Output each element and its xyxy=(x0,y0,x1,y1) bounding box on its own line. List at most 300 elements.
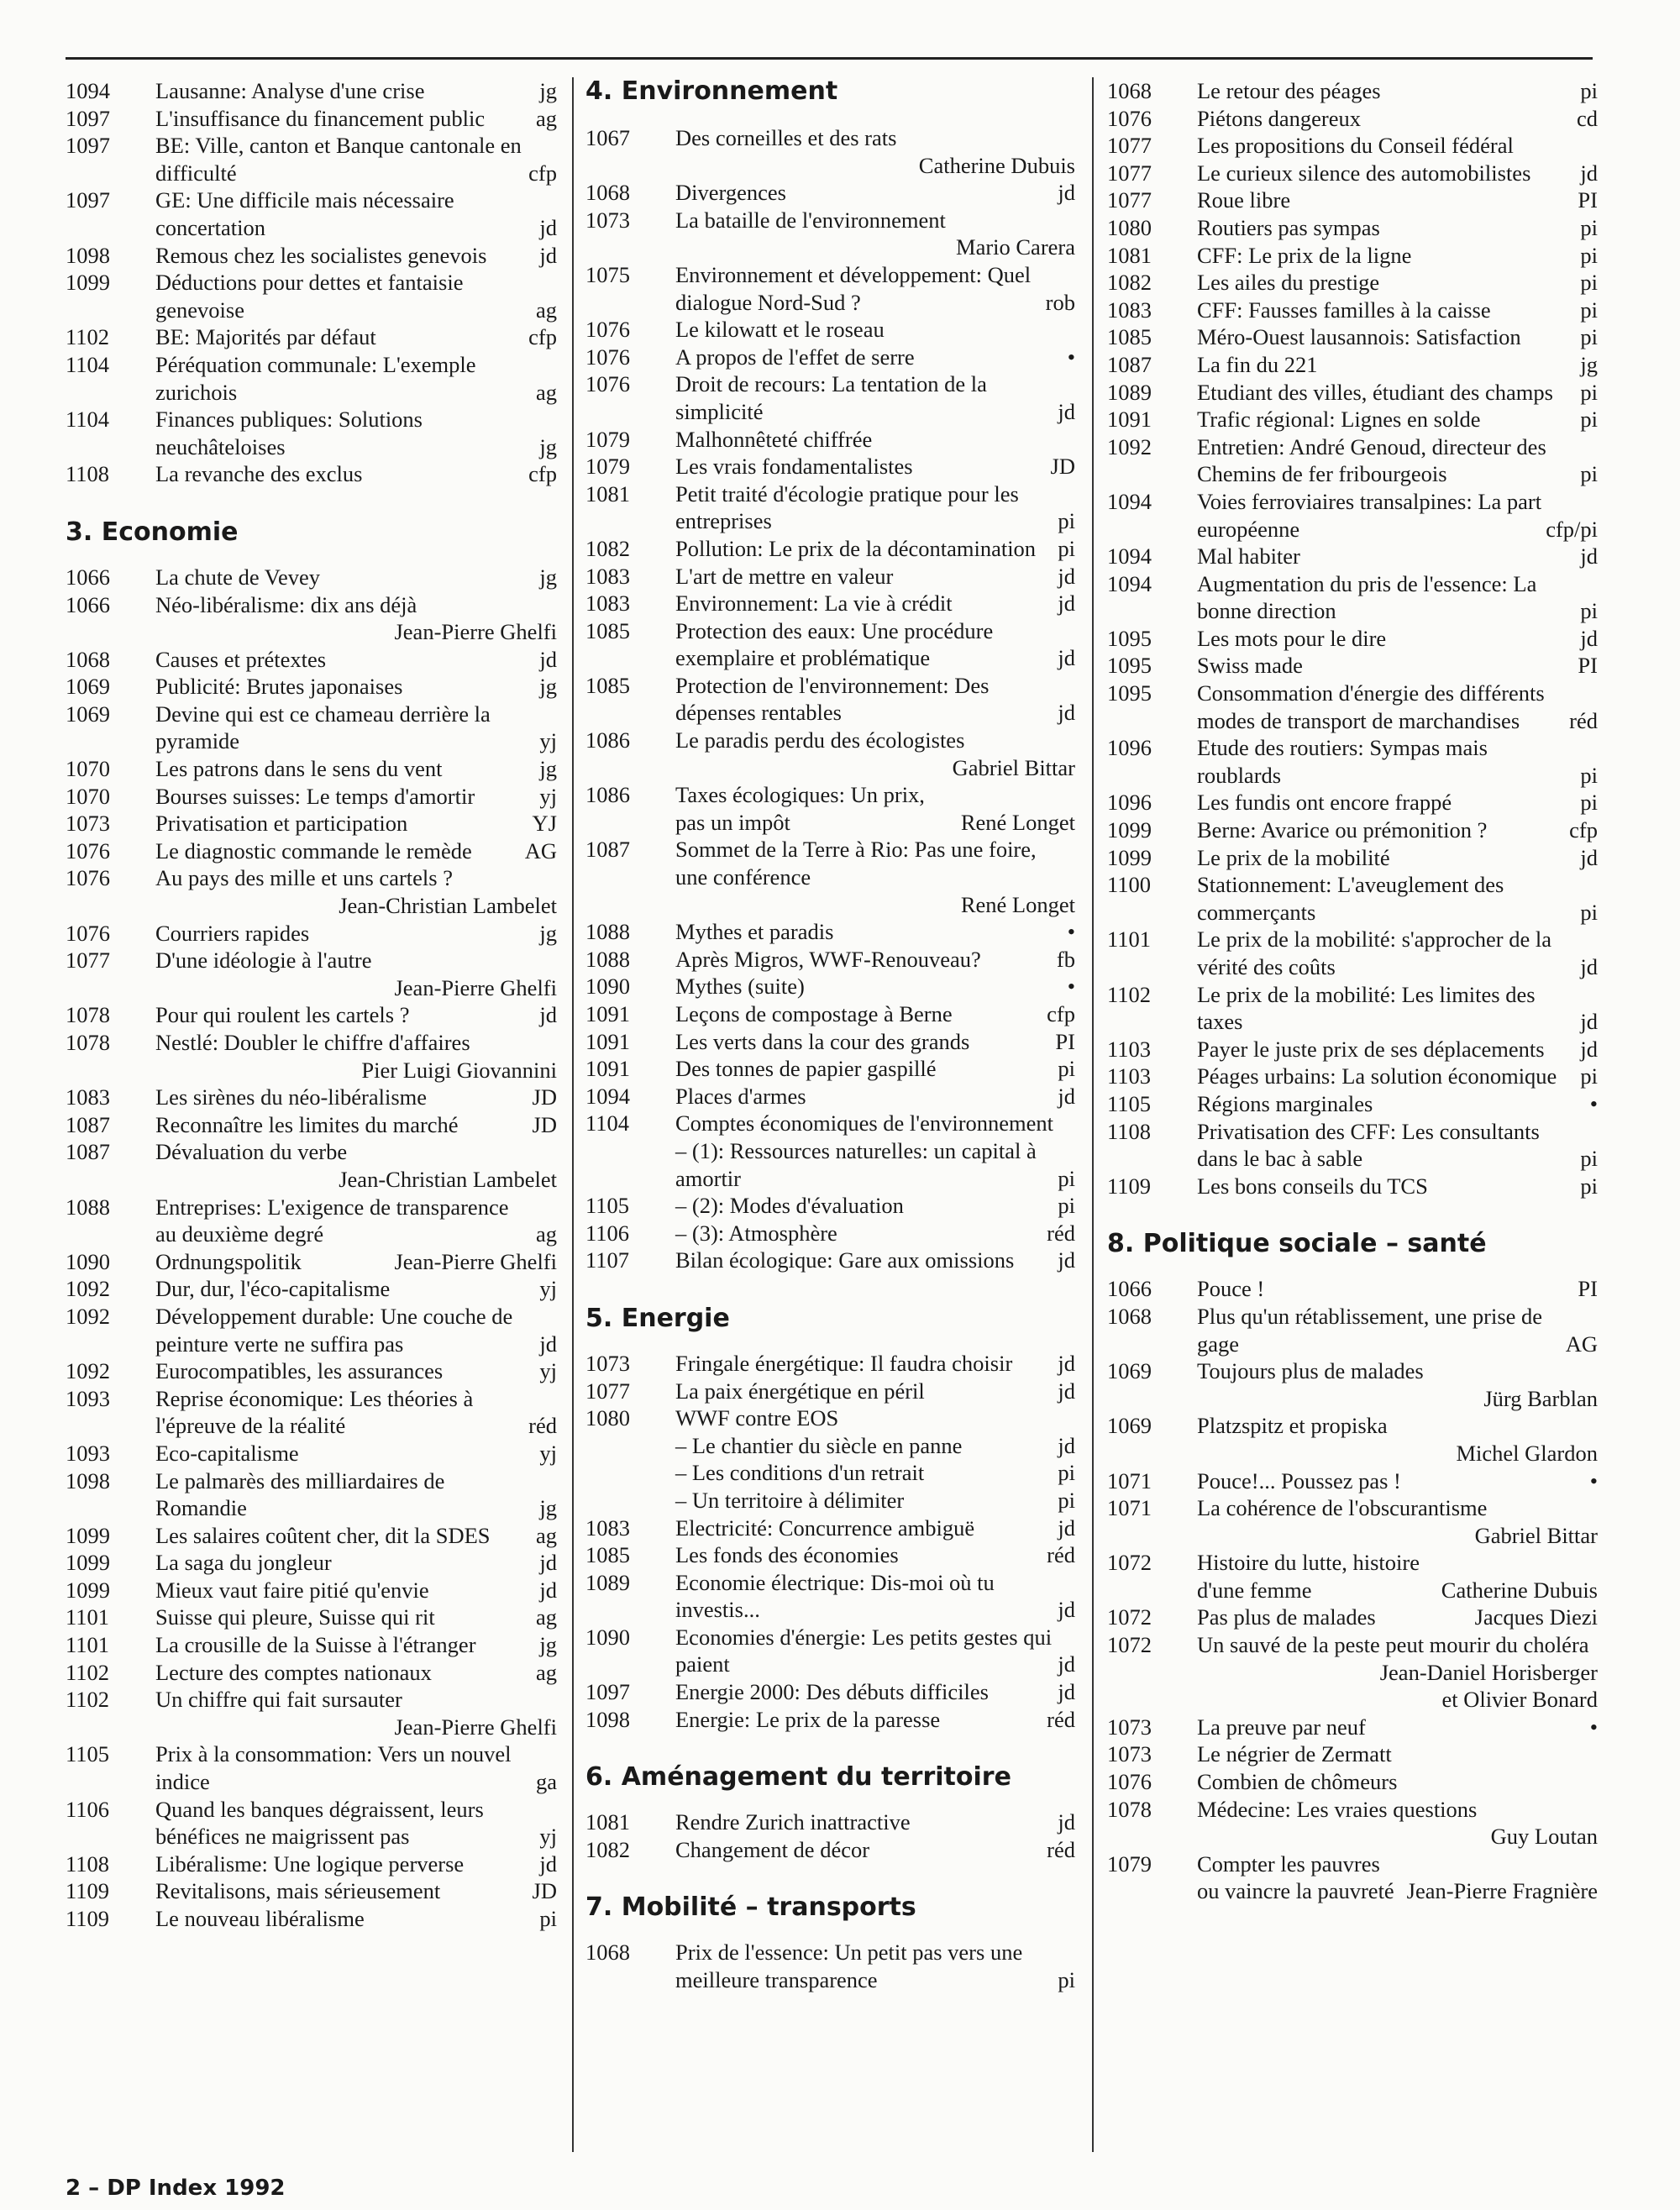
article-author: ag xyxy=(535,1221,557,1247)
article-title: La fin du 221 xyxy=(1197,351,1318,377)
index-entry xyxy=(585,1514,1075,1542)
issue-number: 1094 xyxy=(1107,543,1152,570)
issue-number: 1099 xyxy=(66,1522,110,1548)
index-entry xyxy=(1107,105,1598,133)
issue-number: 1080 xyxy=(1107,214,1152,240)
index-entry xyxy=(585,1083,1075,1110)
index-entry xyxy=(585,1350,1075,1378)
article-author: ag xyxy=(535,1659,557,1685)
index-entry xyxy=(585,1939,1075,1993)
article-author: • xyxy=(1067,919,1075,945)
issue-number: 1083 xyxy=(66,1084,110,1110)
index-entry xyxy=(66,1549,557,1577)
index-entry xyxy=(585,344,1075,371)
article-title: Voies ferroviaires transalpines: La part européenne xyxy=(1197,488,1542,542)
article-author: réd xyxy=(1047,1542,1075,1568)
issue-number: 1099 xyxy=(66,270,110,296)
article-author: pi xyxy=(1580,214,1598,240)
index-entry xyxy=(66,1740,557,1795)
article-author: jd xyxy=(1580,844,1598,870)
column-divider xyxy=(572,77,574,2152)
article-author: ga xyxy=(535,1769,557,1795)
index-entry xyxy=(1107,1494,1598,1549)
issue-number: 1075 xyxy=(585,261,630,287)
issue-number: 1070 xyxy=(66,783,110,809)
issue-number: 1098 xyxy=(585,1706,630,1732)
article-title: Mythes (suite) xyxy=(675,974,805,1000)
article-author: pi xyxy=(1580,899,1598,925)
index-entry xyxy=(585,1706,1075,1734)
article-author: pi xyxy=(1580,762,1598,788)
issue-number: 1068 xyxy=(585,180,630,206)
article-title: Eco-capitalisme xyxy=(155,1440,299,1466)
article-title: Des corneilles et des rats xyxy=(675,125,897,150)
article-title: Mythes et paradis xyxy=(675,919,834,945)
index-entry xyxy=(585,1432,1075,1460)
issue-number: 1090 xyxy=(585,974,630,1000)
article-author: jd xyxy=(1058,1247,1075,1273)
article-author: JD xyxy=(1050,454,1075,480)
issue-number: 1069 xyxy=(66,701,110,727)
index-entry xyxy=(585,1028,1075,1056)
issue-number: 1102 xyxy=(1107,981,1152,1007)
index-entry xyxy=(585,1110,1075,1137)
article-title: Développement durable: Une couche de peinture verte ne suffira pas xyxy=(155,1303,513,1357)
article-title: Entretien: André Genoud, directeur des Chemins de fer fribourgeois xyxy=(1197,433,1546,487)
article-author: Pier Luigi Giovannini xyxy=(361,1057,557,1083)
article-title: Les vrais fondamentalistes xyxy=(675,454,913,480)
article-title: Lecture des comptes nationaux xyxy=(155,1659,432,1685)
issue-number: 1088 xyxy=(66,1194,110,1220)
article-title: Routiers pas sympas xyxy=(1197,214,1380,240)
issue-number: 1071 xyxy=(1107,1467,1152,1493)
index-entry xyxy=(66,1631,557,1659)
article-author: réd xyxy=(1047,1706,1075,1732)
issue-number: 1093 xyxy=(66,1385,110,1411)
issue-number: 1066 xyxy=(66,591,110,617)
issue-number: 1077 xyxy=(1107,160,1152,186)
index-entry xyxy=(66,1357,557,1385)
index-entry xyxy=(585,124,1075,179)
issue-number: 1095 xyxy=(1107,653,1152,679)
article-title: Remous chez les socialistes genevois xyxy=(155,242,487,268)
article-title: L'insuffisance du financement public xyxy=(155,105,486,131)
article-title: Privatisation et participation xyxy=(155,811,408,837)
index-entry xyxy=(1107,186,1598,214)
index-entry xyxy=(1107,1118,1598,1173)
index-entry xyxy=(585,1569,1075,1624)
article-author: pi xyxy=(1058,1193,1075,1219)
index-entry xyxy=(66,1303,557,1357)
issue-number: 1097 xyxy=(66,105,110,131)
article-author: jd xyxy=(539,242,557,268)
article-author: jd xyxy=(539,1002,557,1028)
article-title: Energie: Le prix de la paresse xyxy=(675,1706,941,1732)
article-author: cfp xyxy=(528,461,557,487)
article-author: Jean-Pierre Fragnière xyxy=(1406,1878,1598,1904)
index-entry xyxy=(66,1796,557,1850)
issue-number xyxy=(585,1432,672,1460)
article-title: Les mots pour le dire xyxy=(1197,625,1387,651)
article-title: Changement de décor xyxy=(675,1836,870,1862)
article-author: Jean-Christian Lambelet xyxy=(339,1166,557,1192)
index-entry xyxy=(66,1248,557,1276)
article-title: Le prix de la mobilité xyxy=(1197,844,1390,870)
article-title: CFF: Le prix de la ligne xyxy=(1197,242,1412,268)
article-title: Causes et prétextes xyxy=(155,646,327,672)
article-title: Les patrons dans le sens du vent xyxy=(155,756,443,782)
article-author: pi xyxy=(1580,1063,1598,1089)
article-author: AG xyxy=(524,837,557,864)
issue-number: 1073 xyxy=(1107,1741,1152,1767)
issue-number: 1080 xyxy=(585,1405,630,1431)
issue-number: 1104 xyxy=(66,407,110,433)
index-entry xyxy=(585,1678,1075,1706)
article-author: jg xyxy=(539,674,557,700)
index-entry xyxy=(66,1877,557,1905)
article-title: BE: Majorités par défaut xyxy=(155,324,376,350)
index-entry xyxy=(1107,570,1598,625)
issue-number: 1083 xyxy=(585,1514,630,1541)
issue-number: 1085 xyxy=(1107,324,1152,350)
article-title: Les fonds des économies xyxy=(675,1542,899,1568)
issue-number: 1100 xyxy=(1107,872,1152,898)
article-title: Le prix de la mobilité: s'approcher de la vérité des coûts xyxy=(1197,927,1551,979)
index-entry xyxy=(585,1220,1075,1247)
issue-number: 1078 xyxy=(66,1030,110,1055)
issue-number: 1072 xyxy=(1107,1632,1152,1658)
index-entry xyxy=(66,1522,557,1550)
article-title: Le diagnostic commande le remède xyxy=(155,837,472,864)
article-title: Les ailes du prestige xyxy=(1197,270,1380,296)
article-title: Combien de chômeurs xyxy=(1197,1769,1398,1795)
index-entry xyxy=(1107,816,1598,844)
article-author: jd xyxy=(1058,1083,1075,1109)
article-author: Jean-Pierre Ghelfi xyxy=(394,1714,557,1740)
index-entry xyxy=(66,1686,557,1740)
index-entry xyxy=(1107,1796,1598,1850)
article-author: pi xyxy=(539,1906,557,1931)
article-author: jd xyxy=(1058,563,1075,589)
issue-number xyxy=(585,1137,672,1192)
article-author: pi xyxy=(1058,1460,1075,1486)
index-entry xyxy=(585,918,1075,946)
article-title: Fringale énergétique: Il faudra choisir xyxy=(675,1350,1013,1376)
index-entry xyxy=(1107,433,1598,488)
article-title: Electricité: Concurrence ambiguë xyxy=(675,1514,975,1541)
article-author: jd xyxy=(1580,543,1598,570)
issue-number: 1076 xyxy=(585,317,630,343)
article-title: Le négrier de Zermatt xyxy=(1197,1741,1392,1767)
article-title: Pollution: Le prix de la décontamination xyxy=(675,535,1037,561)
index-entry xyxy=(1107,543,1598,570)
issue-number: 1096 xyxy=(1107,735,1152,761)
index-entry xyxy=(1107,160,1598,187)
article-title: Ordnungspolitik xyxy=(155,1248,302,1274)
article-title: Le curieux silence des automobilistes xyxy=(1197,160,1531,186)
issue-number: 1076 xyxy=(1107,105,1152,131)
article-author: cfp xyxy=(1569,817,1598,843)
issue-number: 1108 xyxy=(1107,1118,1152,1144)
index-entry xyxy=(1107,734,1598,789)
index-entry xyxy=(585,1836,1075,1864)
article-author: • xyxy=(1589,1467,1598,1493)
section-heading: 8. Politique sociale – santé xyxy=(1107,1229,1487,1259)
index-entry xyxy=(585,1541,1075,1569)
index-entry xyxy=(66,1001,557,1029)
issue-number: 1092 xyxy=(66,1303,110,1329)
issue-number: 1090 xyxy=(66,1248,110,1274)
article-title: Le nouveau libéralisme xyxy=(155,1906,365,1931)
article-title: Publicité: Brutes japonaises xyxy=(155,674,403,700)
article-author: jd xyxy=(539,214,557,240)
article-author: réd xyxy=(1569,707,1598,733)
article-title: La preuve par neuf xyxy=(1197,1714,1366,1740)
index-entry xyxy=(66,1905,557,1933)
index-entry xyxy=(66,1275,557,1303)
index-entry xyxy=(66,77,557,105)
article-title: Swiss made xyxy=(1197,653,1303,679)
index-entry xyxy=(1107,1714,1598,1741)
article-author: jg xyxy=(1580,351,1598,377)
article-author: ag xyxy=(535,1604,557,1630)
index-entry xyxy=(585,946,1075,974)
issue-number: 1099 xyxy=(66,1577,110,1603)
article-author: pi xyxy=(1580,242,1598,268)
issue-number: 1107 xyxy=(585,1247,630,1273)
article-title: Dur, dur, l'éco-capitalisme xyxy=(155,1276,391,1302)
index-entry xyxy=(1107,1467,1598,1495)
index-entry xyxy=(66,1138,557,1193)
article-title: Economie électrique: Dis-moi où tu investis... xyxy=(675,1569,995,1623)
index-entry xyxy=(66,810,557,837)
article-author: yj xyxy=(539,1824,557,1850)
article-title: Stationnement: L'aveuglement des commerçants xyxy=(1197,872,1504,925)
issue-number: 1073 xyxy=(585,1350,630,1376)
issue-number: 1091 xyxy=(1107,407,1152,433)
issue-number: 1085 xyxy=(585,672,630,698)
index-entry xyxy=(1107,1549,1598,1604)
issue-number: 1078 xyxy=(1107,1796,1152,1822)
article-author: pi xyxy=(1580,379,1598,405)
index-entry xyxy=(585,590,1075,617)
article-author: PI xyxy=(1578,653,1598,679)
issue-number: 1102 xyxy=(66,324,110,350)
article-title: Economies d'énergie: Les petits gestes qui paient xyxy=(675,1624,1053,1677)
article-title: Déductions pour dettes et fantaisie genevoise xyxy=(155,270,464,323)
article-title: Les sirènes du néo-libéralisme xyxy=(155,1084,428,1110)
index-entry xyxy=(585,1247,1075,1274)
index-entry xyxy=(585,261,1075,316)
issue-number: 1101 xyxy=(1107,927,1152,953)
article-author: Gabriel Bittar xyxy=(1474,1522,1598,1548)
article-title: Pouce ! xyxy=(1197,1276,1265,1302)
index-entry xyxy=(1107,1412,1598,1467)
index-entry xyxy=(1107,844,1598,872)
index-entry xyxy=(66,591,557,646)
issue-number: 1082 xyxy=(585,535,630,561)
issue-number: 1076 xyxy=(585,344,630,370)
index-entry xyxy=(1107,1173,1598,1200)
index-entry xyxy=(66,673,557,701)
article-author: Michel Glardon xyxy=(1456,1440,1598,1466)
issue-number: 1099 xyxy=(1107,844,1152,870)
issue-number: 1105 xyxy=(585,1193,630,1219)
article-title: Le kilowatt et le roseau xyxy=(675,317,885,343)
index-entry xyxy=(585,727,1075,781)
article-title: – Les conditions d'un retrait xyxy=(675,1460,925,1486)
article-author: jd xyxy=(1058,180,1075,206)
article-title: Histoire du lutte, histoire d'une femme xyxy=(1197,1550,1420,1603)
article-author: jd xyxy=(539,1550,557,1576)
issue-number: 1076 xyxy=(585,371,630,397)
article-author: jg xyxy=(539,920,557,946)
article-title: Péréquation communale: L'exemple zurichois xyxy=(155,351,476,405)
article-title: Péages urbains: La solution économique xyxy=(1197,1063,1557,1089)
index-entry xyxy=(585,617,1075,672)
issue-number: 1081 xyxy=(585,1809,630,1835)
article-title: Devine qui est ce chameau derrière la pyramide xyxy=(155,701,491,754)
article-author: jd xyxy=(1058,1679,1075,1705)
index-entry xyxy=(66,242,557,270)
article-title: – (3): Atmosphère xyxy=(675,1220,837,1246)
issue-number: 1109 xyxy=(1107,1173,1152,1199)
index-entry xyxy=(585,1487,1075,1514)
issue-number: 1069 xyxy=(66,674,110,700)
article-title: Environnement: La vie à crédit xyxy=(675,591,953,617)
article-title: Protection des eaux: Une procédure exemplaire et problématique xyxy=(675,617,994,671)
issue-number: 1068 xyxy=(66,646,110,672)
column-divider xyxy=(1092,77,1094,2152)
article-title: – (1): Ressources naturelles: un capital à amortir xyxy=(675,1137,1037,1191)
article-author: pi xyxy=(1058,1967,1075,1993)
issue-number: 1105 xyxy=(1107,1090,1152,1116)
issue-number: 1092 xyxy=(66,1358,110,1384)
article-title: Divergences xyxy=(675,180,786,206)
index-entry xyxy=(1107,379,1598,407)
issue-number: 1091 xyxy=(585,1001,630,1026)
article-title: La cohérence de l'obscurantisme xyxy=(1197,1495,1488,1521)
issue-number: 1105 xyxy=(66,1741,110,1767)
index-entry xyxy=(1107,297,1598,324)
article-author: jd xyxy=(1580,625,1598,651)
issue-number: 1073 xyxy=(585,207,630,233)
article-title: Bilan écologique: Gare aux omissions xyxy=(675,1247,1015,1273)
article-title: Méro-Ouest lausannois: Satisfaction xyxy=(1197,324,1521,350)
article-title: CFF: Fausses familles à la caisse xyxy=(1197,297,1491,323)
article-author: jg xyxy=(539,564,557,590)
article-title: La chute de Vevey xyxy=(155,564,320,590)
article-author: pi xyxy=(1058,535,1075,561)
issue-number: 1106 xyxy=(585,1220,630,1246)
article-author: yj xyxy=(539,1358,557,1384)
article-title: Les fundis ont encore frappé xyxy=(1197,790,1452,816)
issue-number: 1067 xyxy=(585,125,630,150)
article-author: yj xyxy=(539,1276,557,1302)
article-title: Etude des routiers: Sympas mais roublards xyxy=(1197,735,1488,788)
article-title: Néo-libéralisme: dix ans déjà xyxy=(155,591,417,617)
issue-number: 1077 xyxy=(1107,187,1152,213)
index-entry xyxy=(66,1385,557,1440)
article-title: Malhonnêteté chiffrée xyxy=(675,426,873,452)
issue-number: 1109 xyxy=(66,1906,110,1931)
issue-number: 1102 xyxy=(66,1687,110,1713)
index-entry xyxy=(585,1055,1075,1083)
article-author: jd xyxy=(1580,1009,1598,1035)
index-entry xyxy=(585,1378,1075,1405)
article-title: Bourses suisses: Le temps d'amortir xyxy=(155,783,475,809)
article-title: Roue libre xyxy=(1197,187,1291,213)
index-entry xyxy=(66,1467,557,1522)
index-entry xyxy=(585,370,1075,425)
index-entry xyxy=(66,269,557,323)
index-entry xyxy=(1107,1604,1598,1631)
article-title: Le retour des péages xyxy=(1197,78,1381,103)
article-author: jg xyxy=(539,1495,557,1521)
article-author: René Longet xyxy=(960,809,1075,835)
issue-number: 1071 xyxy=(1107,1495,1152,1521)
issue-number: 1106 xyxy=(66,1796,110,1822)
issue-number: 1068 xyxy=(1107,1303,1152,1329)
article-title: A propos de l'effet de serre xyxy=(675,344,915,370)
article-author: YJ xyxy=(532,811,557,837)
article-author: jd xyxy=(1580,1036,1598,1062)
article-author: Guy Loutan xyxy=(1490,1824,1598,1850)
article-author: pi xyxy=(1580,297,1598,323)
article-title: Mal habiter xyxy=(1197,543,1300,570)
issue-number: 1104 xyxy=(585,1110,630,1136)
article-title: Les propositions du Conseil fédéral xyxy=(1197,133,1514,159)
article-author: jd xyxy=(1058,1514,1075,1541)
article-title: D'une idéologie à l'autre xyxy=(155,948,372,974)
article-author: jd xyxy=(1058,1432,1075,1458)
index-column-2 xyxy=(585,77,1075,1994)
article-author: jg xyxy=(539,433,557,459)
issue-number: 1079 xyxy=(1107,1850,1152,1877)
article-author: • xyxy=(1067,974,1075,1000)
article-author: jd xyxy=(1058,1651,1075,1677)
index-entry xyxy=(585,426,1075,454)
article-title: Etudiant des villes, étudiant des champs xyxy=(1197,379,1553,405)
index-entry xyxy=(585,480,1075,535)
article-author: jg xyxy=(539,78,557,103)
issue-number: 1077 xyxy=(1107,133,1152,159)
article-author: • xyxy=(1589,1714,1598,1740)
issue-number: 1083 xyxy=(1107,297,1152,323)
article-author: JD xyxy=(532,1878,557,1904)
index-entry xyxy=(1107,1850,1598,1905)
article-author: Catherine Dubuis xyxy=(918,152,1075,178)
issue-number: 1076 xyxy=(66,865,110,891)
issue-number: 1094 xyxy=(1107,570,1152,596)
article-author: jd xyxy=(539,646,557,672)
issue-number xyxy=(585,1487,672,1514)
article-author: pi xyxy=(1580,407,1598,433)
article-title: La saga du jongleur xyxy=(155,1550,332,1576)
article-title: Prix à la consommation: Vers un nouvel indice xyxy=(155,1741,512,1795)
article-author: yj xyxy=(539,1440,557,1466)
article-title: Trafic régional: Lignes en solde xyxy=(1197,407,1481,433)
article-author: jd xyxy=(1580,160,1598,186)
article-title: Environnement et développement: Quel dialogue Nord-Sud ? xyxy=(675,261,1032,315)
index-entry xyxy=(585,207,1075,261)
issue-number: 1082 xyxy=(585,1836,630,1862)
article-author: • xyxy=(1067,344,1075,370)
index-entry xyxy=(1107,789,1598,816)
index-entry xyxy=(1107,1063,1598,1090)
article-author: cfp xyxy=(1047,1001,1075,1026)
article-title: Droit de recours: La tentation de la simplicité xyxy=(675,371,987,424)
